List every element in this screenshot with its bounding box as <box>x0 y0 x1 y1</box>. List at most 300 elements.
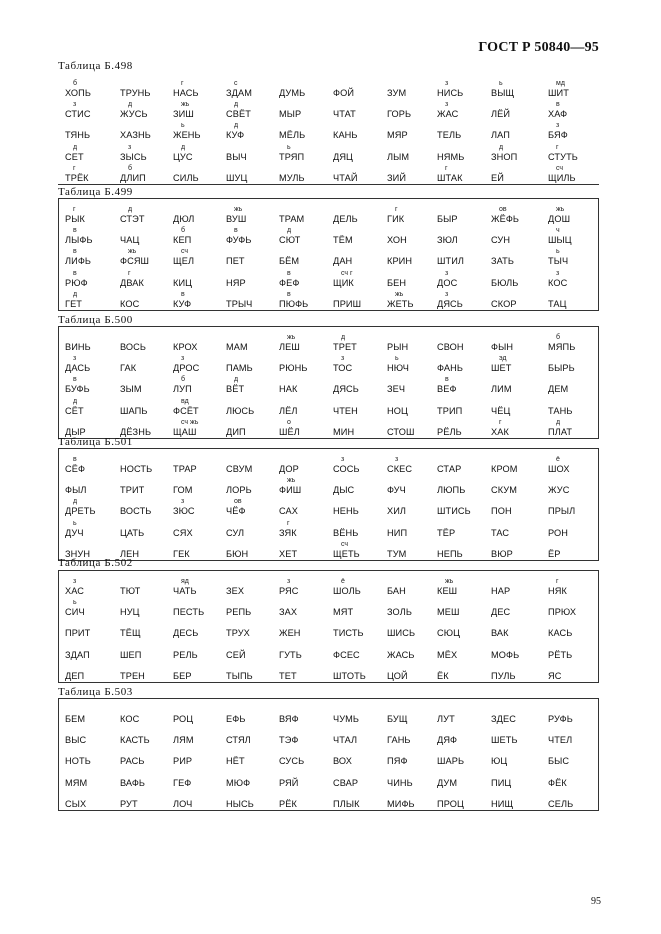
table-word: САХ <box>279 506 298 516</box>
table-word: ЧТАЙ <box>333 173 358 183</box>
table-word: ДОР <box>279 464 299 474</box>
table-word: ШТИЛ <box>437 256 465 266</box>
table-word: ДРЕТЬ <box>65 506 96 516</box>
table-word: ПРИТ <box>65 628 91 638</box>
table-word: ГАНЬ <box>387 735 411 745</box>
word-annotation: жь <box>181 101 190 108</box>
word-annotation: г <box>287 520 290 527</box>
table-word: ТУМ <box>387 549 407 559</box>
table-word: СВАР <box>333 778 359 788</box>
table-title: Таблица Б.502 <box>58 557 133 569</box>
table-word: ХОН <box>387 235 407 245</box>
table-word: ДЛИП <box>120 173 146 183</box>
table-word: ЛЕШ <box>279 342 300 352</box>
table-word: ЛЫФЬ <box>65 235 93 245</box>
table-title: Таблица Б.498 <box>58 60 133 72</box>
table-word: ЗИШ <box>173 109 194 119</box>
word-annotation: в <box>73 227 77 234</box>
table-word: ТИСТЬ <box>333 628 364 638</box>
table-word: РЁК <box>279 799 297 809</box>
table-word: НОЦ <box>387 406 408 416</box>
table-word: ШОЛЬ <box>333 586 361 596</box>
table-title: Таблица Б.500 <box>58 314 133 326</box>
table-word: ВОСЬ <box>120 342 147 352</box>
table-word: ТРЕН <box>120 671 145 681</box>
table-word: ЗЯК <box>279 528 297 538</box>
word-annotation: жь <box>287 477 296 484</box>
table-word: СЯХ <box>173 528 193 538</box>
table-word: ТАС <box>491 528 510 538</box>
table-word: ЗНУН <box>65 549 91 559</box>
word-annotation: вд <box>181 398 189 405</box>
table-word: ГЕФ <box>173 778 192 788</box>
table-word: РЫН <box>387 342 409 352</box>
table-word: МЯТ <box>333 607 354 617</box>
table-word: ВОСТЬ <box>120 506 152 516</box>
table-word: ВЫС <box>65 735 87 745</box>
table-word: ГАК <box>120 363 137 373</box>
table-word: ТАЦ <box>548 299 567 309</box>
table-word: ЛЁЙ <box>491 109 511 119</box>
table-word: МИН <box>333 427 355 437</box>
word-annotation: з <box>128 144 132 151</box>
word-annotation: з <box>556 270 560 277</box>
table-word: КУФ <box>173 299 192 309</box>
table-word: СЕЙ <box>226 650 246 660</box>
table-word: ДЮЛ <box>173 214 195 224</box>
table-word: СТАР <box>437 464 462 474</box>
table-word: НОТЬ <box>65 756 91 766</box>
table-word: СВЁТ <box>226 109 251 119</box>
table-word: ПЕТ <box>226 256 245 266</box>
word-annotation: жь <box>287 334 296 341</box>
word-annotation: з <box>445 270 449 277</box>
word-annotation: в <box>287 270 291 277</box>
table-word: ДЯЦ <box>333 152 353 162</box>
table-word: ТРЯП <box>279 152 305 162</box>
word-annotation: ё <box>556 456 560 463</box>
table-word: ХИЛ <box>387 506 407 516</box>
word-annotation: жь <box>128 248 137 255</box>
word-annotation: в <box>234 227 238 234</box>
word-annotation: з <box>445 80 449 87</box>
table-word: ДИП <box>226 427 246 437</box>
table-word: РЯЙ <box>279 778 299 788</box>
word-annotation: з <box>73 578 77 585</box>
table-word: БЕН <box>387 278 407 288</box>
word-annotation: ь <box>499 80 503 87</box>
table-word: ШЕТЬ <box>491 735 518 745</box>
table-title: Таблица Б.501 <box>58 436 133 448</box>
table-word: ЗЮЛ <box>437 235 458 245</box>
word-annotation: г <box>556 144 559 151</box>
table-word: СТИС <box>65 109 91 119</box>
table-word: ВОХ <box>333 756 352 766</box>
table-word: НАР <box>491 586 511 596</box>
table-word: ВЮР <box>491 549 513 559</box>
table-word: ФАНЬ <box>437 363 463 373</box>
table-word: СКОР <box>491 299 517 309</box>
table-word: ВИНЬ <box>65 342 91 352</box>
table-word: КЕШ <box>437 586 458 596</box>
table-word: НЕНЬ <box>333 506 359 516</box>
table-word: ЦАТЬ <box>120 528 145 538</box>
table-word: ПЕСТЬ <box>173 607 205 617</box>
word-annotation: д <box>181 144 186 151</box>
table-word: ШОХ <box>548 464 570 474</box>
word-annotation: д <box>287 227 292 234</box>
table-word: ТРИП <box>437 406 463 416</box>
word-annotation: з <box>445 291 449 298</box>
table-word: РЁЛЬ <box>437 427 462 437</box>
word-annotation: д <box>73 291 78 298</box>
word-annotation: мд <box>556 80 565 87</box>
table-word: ГИК <box>387 214 405 224</box>
table-title: Таблица Б.503 <box>58 686 133 698</box>
table-word: СЫХ <box>65 799 87 809</box>
table-word: СТУТЬ <box>548 152 578 162</box>
word-annotation: ч <box>556 227 560 234</box>
table-word: БЮЛЬ <box>491 278 519 288</box>
word-annotation: ё <box>341 578 345 585</box>
table-word: ВЫЩ <box>491 88 515 98</box>
table-word: СТОШ <box>387 427 415 437</box>
table-word: РУТ <box>120 799 138 809</box>
word-annotation: з <box>445 101 449 108</box>
table-word: ДЁЗНЬ <box>120 427 152 437</box>
table-word: ПАМЬ <box>226 363 253 373</box>
table-word: КАСТЬ <box>120 735 150 745</box>
table-word: ДЕС <box>491 607 511 617</box>
table-word: ГОРЬ <box>387 109 412 119</box>
page-number: 95 <box>591 896 601 907</box>
table-word: БАН <box>387 586 406 596</box>
table-word: КРОМ <box>491 464 518 474</box>
table-word: ЧИНЬ <box>387 778 413 788</box>
table-word: ПЮФЬ <box>279 299 309 309</box>
word-annotation: ь <box>181 122 185 129</box>
word-annotation: сч <box>556 165 564 172</box>
table-word: ШЕП <box>120 650 142 660</box>
table-word: МЯР <box>387 130 408 140</box>
table-word: МЁЛЬ <box>279 130 306 140</box>
table-word: ДРОС <box>173 363 200 373</box>
table-word: ТЁМ <box>333 235 353 245</box>
table-word: БЫС <box>548 756 570 766</box>
table-word: ЛЮПЬ <box>437 485 466 495</box>
table-word: ФИШ <box>279 485 302 495</box>
table-word: МИФЬ <box>387 799 415 809</box>
word-annotation: сч г <box>341 270 353 277</box>
table-word: СУСЬ <box>279 756 305 766</box>
table-word: ДЕЛЬ <box>333 214 358 224</box>
table-word: ТРАР <box>173 464 197 474</box>
table-word: КЕП <box>173 235 192 245</box>
table-word: ДЕП <box>65 671 85 681</box>
table-word: ТЕЛЬ <box>437 130 462 140</box>
table-word: ЛИМ <box>491 384 512 394</box>
table-word: СТЯЛ <box>226 735 251 745</box>
table-word: ШЁЛ <box>279 427 300 437</box>
table-word: ЗЫСЬ <box>120 152 147 162</box>
table-word: МЯМ <box>65 778 88 788</box>
word-annotation: з <box>73 101 77 108</box>
word-annotation: д <box>234 122 239 129</box>
table-word: ЕФЬ <box>226 714 246 724</box>
word-annotation: жь <box>445 578 454 585</box>
table-word: МОФЬ <box>491 650 520 660</box>
table-word: ДОШ <box>548 214 571 224</box>
table-word: ЧТЕН <box>333 406 358 416</box>
table-word: ТОС <box>333 363 353 373</box>
document-header: ГОСТ Р 50840—95 <box>478 40 599 55</box>
table-word: БЕР <box>173 671 192 681</box>
table-word: НЯМЬ <box>437 152 465 162</box>
word-annotation: сч <box>341 541 349 548</box>
table-word: МЁХ <box>437 650 458 660</box>
table-word: ЖЁФЬ <box>491 214 520 224</box>
table-word: БЫР <box>437 214 458 224</box>
word-annotation: д <box>73 498 78 505</box>
table-word: НОСТЬ <box>120 464 153 474</box>
table-word: ТРАМ <box>279 214 305 224</box>
table-word: ЖУС <box>548 485 570 495</box>
table-word: ДОС <box>437 278 458 288</box>
table-word: ЩАШ <box>173 427 197 437</box>
table-word: МУЛЬ <box>279 173 305 183</box>
word-annotation: жь <box>234 206 243 213</box>
table-word: ЧТАТ <box>333 109 356 119</box>
table-word: ДАН <box>333 256 353 266</box>
table-word: РЕЛЬ <box>173 650 198 660</box>
word-annotation: б <box>128 165 133 172</box>
table-word: ФУФЬ <box>226 235 252 245</box>
table-word: БЫРЬ <box>548 363 575 373</box>
table-word: ТЭФ <box>279 735 299 745</box>
table-word: ЛЁЛ <box>279 406 298 416</box>
table-word: СКУМ <box>491 485 517 495</box>
word-annotation: б <box>556 334 561 341</box>
table-word: ДЯФ <box>437 735 458 745</box>
table-word: ГЕК <box>173 549 190 559</box>
table-word: ТАНЬ <box>548 406 573 416</box>
table-word: БЁМ <box>279 256 300 266</box>
table-word: НИСЬ <box>437 88 464 98</box>
table-word: ШТОТЬ <box>333 671 366 681</box>
table-word: ПРОЦ <box>437 799 464 809</box>
word-annotation: ов <box>234 498 242 505</box>
table-word: СЕЛЬ <box>548 799 574 809</box>
table-word: ЛИФЬ <box>65 256 92 266</box>
table-word: ДЕМ <box>548 384 569 394</box>
word-annotation: д <box>128 101 133 108</box>
table-word: ЛОЧ <box>173 799 193 809</box>
table-word: ФСЁТ <box>173 406 199 416</box>
table-word: ТЯНЬ <box>65 130 91 140</box>
word-annotation: з <box>287 578 291 585</box>
table-word: СУЛ <box>226 528 245 538</box>
table-word: ФЫЛ <box>65 485 87 495</box>
table-word: ЗЕХ <box>226 586 245 596</box>
table-word: ЛОРЬ <box>226 485 252 495</box>
table-word: ГЕТ <box>65 299 83 309</box>
word-annotation: жь <box>556 206 565 213</box>
table-word: ЖЕНЬ <box>173 130 201 140</box>
table-word: ЛЕН <box>120 549 140 559</box>
table-word: ШТИСЬ <box>437 506 471 516</box>
table-word: НАСЬ <box>173 88 199 98</box>
table-title: Таблица Б.499 <box>58 186 133 198</box>
word-annotation: г <box>128 270 131 277</box>
table-word: ПУЛЬ <box>491 671 516 681</box>
word-annotation: д <box>234 101 239 108</box>
word-annotation: з <box>181 355 185 362</box>
table-word: ЩИЛЬ <box>548 173 576 183</box>
table-word: ЩЕТЬ <box>333 549 360 559</box>
table-word: ВЁНЬ <box>333 528 359 538</box>
table-word: СЕТ <box>65 152 84 162</box>
table-word: ФУЧ <box>387 485 406 495</box>
table-word: ЗЮС <box>173 506 195 516</box>
table-word: ВЁТ <box>226 384 245 394</box>
table-word: ЗАХ <box>279 607 298 617</box>
word-annotation: д <box>556 419 561 426</box>
word-annotation: г <box>73 165 76 172</box>
table-word: КРИН <box>387 256 413 266</box>
table-word: СУН <box>491 235 511 245</box>
table-word: ТЕТ <box>279 671 297 681</box>
table-word: СТЭТ <box>120 214 145 224</box>
table-word: РЯС <box>279 586 299 596</box>
word-annotation: ь <box>395 355 399 362</box>
table-word: БЮН <box>226 549 249 559</box>
table-word: ЗДАМ <box>226 88 252 98</box>
table-word: СВУМ <box>226 464 253 474</box>
table-word: ЗЕЧ <box>387 384 406 394</box>
table-word: МЮФ <box>226 778 251 788</box>
word-annotation: г <box>445 165 448 172</box>
table-word: ФЕФ <box>279 278 300 288</box>
table-word: СВОН <box>437 342 464 352</box>
table-word: ПОН <box>491 506 512 516</box>
table-word: ФСЯШ <box>120 256 150 266</box>
table-word: ТРУХ <box>226 628 250 638</box>
word-annotation: в <box>73 456 77 463</box>
word-annotation: д <box>234 376 239 383</box>
word-annotation: д <box>128 206 133 213</box>
table-word: ФЫН <box>491 342 514 352</box>
table-word: ПЛЫК <box>333 799 360 809</box>
table-word: ЛЯМ <box>173 735 194 745</box>
table-word: РЮФ <box>65 278 88 288</box>
table-word: ДЕСЬ <box>173 628 199 638</box>
table-word: ТРУНЬ <box>120 88 151 98</box>
table-word: ШТАК <box>437 173 463 183</box>
table-word: СИЧ <box>65 607 85 617</box>
table-word: МЕШ <box>437 607 460 617</box>
table-word: КОС <box>548 278 568 288</box>
word-annotation: б <box>73 80 78 87</box>
word-annotation: с <box>234 80 238 87</box>
table-word: ВАК <box>491 628 509 638</box>
table-word: ЩИК <box>333 278 354 288</box>
table-word: ЧАЦ <box>120 235 140 245</box>
word-annotation: д <box>73 398 78 405</box>
table-word: ЧЁФ <box>226 506 246 516</box>
word-annotation: б <box>181 376 186 383</box>
table-word: ШУЦ <box>226 173 248 183</box>
word-annotation: в <box>73 376 77 383</box>
table-word: ЦУС <box>173 152 193 162</box>
table-word: МЯПЬ <box>548 342 576 352</box>
table-word: ЖЕН <box>279 628 301 638</box>
table-word: СЁТ <box>65 406 84 416</box>
table-word: ТРЕТ <box>333 342 357 352</box>
table-word: ЖЕТЬ <box>387 299 414 309</box>
table-word: КРОХ <box>173 342 198 352</box>
table-word: ЛУП <box>173 384 192 394</box>
table-word: РУФЬ <box>548 714 573 724</box>
table-word: РИР <box>173 756 193 766</box>
word-annotation: з <box>73 355 77 362</box>
table-word: ФОЙ <box>333 88 355 98</box>
word-annotation: о <box>287 419 291 426</box>
table-word: ЦОЙ <box>387 671 408 681</box>
table-word: ВЫЧ <box>226 152 247 162</box>
table-word: МАМ <box>226 342 248 352</box>
table-word: ДВАК <box>120 278 144 288</box>
table-word: ШАРЬ <box>437 756 465 766</box>
table-word: НЫСЬ <box>226 799 254 809</box>
table-word: ШИСЬ <box>387 628 416 638</box>
table-word: РАСЬ <box>120 756 145 766</box>
table-word: МЫР <box>279 109 302 119</box>
table-word: РОН <box>548 528 569 538</box>
table-word: ЧТЕЛ <box>548 735 573 745</box>
table-word: РЕПЬ <box>226 607 252 617</box>
table-word: ЧУМЬ <box>333 714 360 724</box>
word-annotation: з <box>395 456 399 463</box>
word-annotation: ов <box>499 206 507 213</box>
table-word: ШИТ <box>548 88 569 98</box>
table-word: КОС <box>120 714 140 724</box>
table-word: ПЯФ <box>387 756 408 766</box>
table-word: ХЕТ <box>279 549 298 559</box>
table-word: КАСЬ <box>548 628 573 638</box>
table-word: ЩЕЛ <box>173 256 195 266</box>
word-annotation: з <box>556 122 560 129</box>
word-annotation: г <box>181 80 184 87</box>
table-word: СКЕС <box>387 464 413 474</box>
table-word: НЮЧ <box>387 363 410 373</box>
word-annotation: ь <box>73 520 77 527</box>
word-annotation: яд <box>181 578 189 585</box>
word-annotation: в <box>445 376 449 383</box>
table-word: ЗУМ <box>387 88 407 98</box>
table-word: ЧЁЦ <box>491 406 511 416</box>
table-word: ТЮТ <box>120 586 141 596</box>
word-annotation: ь <box>556 248 560 255</box>
table-word: ДАСЬ <box>65 363 91 373</box>
table-word: ШЫЦ <box>548 235 572 245</box>
word-annotation: б <box>181 227 186 234</box>
table-word: ЛУТ <box>437 714 455 724</box>
table-word: ЗДАП <box>65 650 90 660</box>
table-word: РЁТЬ <box>548 650 573 660</box>
word-annotation: в <box>73 270 77 277</box>
table-word: НИЩ <box>491 799 514 809</box>
table-word: БУЩ <box>387 714 408 724</box>
